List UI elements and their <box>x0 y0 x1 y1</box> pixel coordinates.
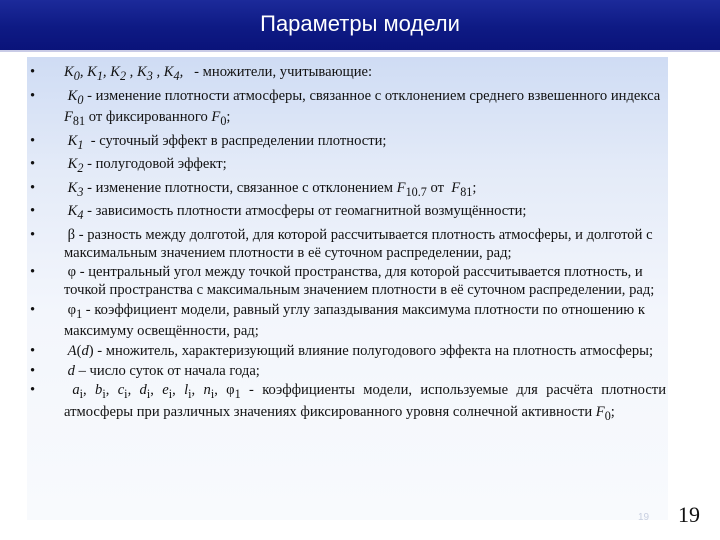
list-item-text: A(d) - множитель, характеризующий влияние полугодового эффекта на плотность атмосферы; <box>67 342 654 359</box>
list-item-text: φ - центральный угол между точкой пространства, для которой рассчитывается плотность, и точкой пространства с максимальным значением плотности в её суточном распределении, рад; <box>64 264 655 298</box>
page-title: Параметры модели <box>260 11 460 36</box>
list-item <box>30 264 666 299</box>
parameter-list <box>30 64 666 427</box>
list-item-text: $K_1$ - суточный эффект в распределении плотности; <box>67 132 387 152</box>
bullet-marker: • <box>30 342 36 359</box>
watermark-slide-number: 19 <box>638 512 650 523</box>
list-item <box>30 133 666 155</box>
list-item-text: $K_3$ - изменение плотности, связанное с отклонением $F_{10.7}$ от $F_{81}$; <box>67 179 477 199</box>
title-bar <box>0 0 720 52</box>
list-item-text: $\varphi_1$ - коэффициент модели, равный углу запаздывания максимума плотности по отношению к максимуму освещённости, рад; <box>64 301 645 340</box>
bullet-marker: • <box>30 132 36 149</box>
list-item-text: $a_i$, $b_i$, $c_i$, $d_i$, $e_i$, $l_i$, $n_i$, $\varphi_1$ - коэффициенты модели, используемые для расчёта плотности атмосферы при различных значениях фиксированного уровня солнечной активности $F_0$; <box>64 382 666 423</box>
bullet-marker: • <box>30 203 36 220</box>
list-item <box>30 156 666 178</box>
bullet-marker: • <box>30 156 36 173</box>
list-item-text: $K_2$ - полугодовой эффект; <box>67 156 227 176</box>
list-item-text: $K_0$, $K_1$, $K_2$ , $K_3$ , $K_4$, - множители, учитывающие: <box>64 64 373 83</box>
list-item <box>30 343 666 361</box>
bullet-marker: • <box>30 87 36 104</box>
bullet-marker: • <box>30 227 36 244</box>
list-item-text: $K_0$ - изменение плотности атмосферы, связанное с отклонением среднего взвешенного индекса $F_{81}$ от фиксированного $F_0$; <box>64 87 661 128</box>
list-item-text: d – число суток от начала года; <box>67 362 260 379</box>
bullet-marker: • <box>30 382 36 399</box>
list-item <box>30 88 666 131</box>
list-item <box>30 227 666 262</box>
list-item <box>30 382 666 425</box>
list-item <box>30 203 666 225</box>
bullet-marker: • <box>30 264 36 281</box>
list-item <box>30 302 666 341</box>
slide-number: 19 <box>678 502 700 527</box>
list-item <box>30 180 666 202</box>
bullet-marker: • <box>30 301 36 318</box>
list-item <box>30 64 666 86</box>
list-item <box>30 363 666 381</box>
list-item-text: $K_4$ - зависимость плотности атмосферы от геомагнитной возмущённости; <box>67 203 527 223</box>
bullet-marker: • <box>30 64 36 80</box>
bullet-marker: • <box>30 362 36 379</box>
bullet-marker: • <box>30 179 36 196</box>
list-item-text: β - разность между долготой, для которой рассчитывается плотность атмосферы, и долготой с максимальным значением плотности в её суточном распределении, рад; <box>64 227 653 261</box>
